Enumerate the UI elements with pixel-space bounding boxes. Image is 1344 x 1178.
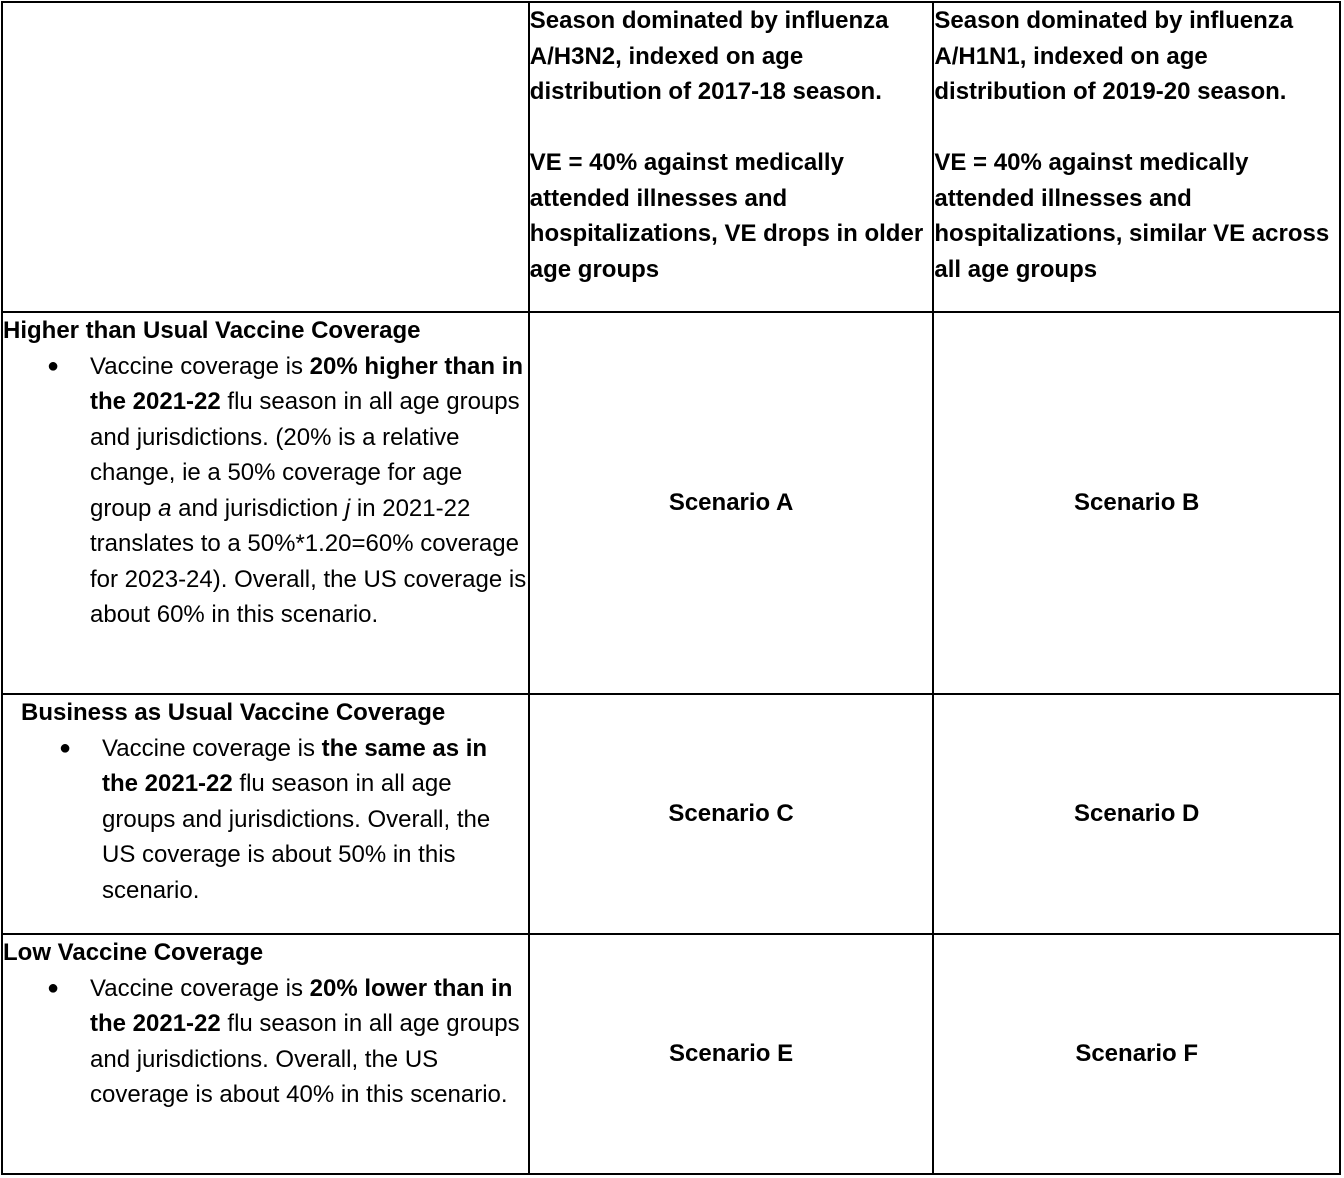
bullet-item bbox=[3, 349, 528, 633]
row-low-coverage bbox=[2, 934, 1340, 1174]
header-row bbox=[2, 2, 1340, 312]
bullet-icon: ● bbox=[47, 354, 60, 377]
row-title: Business as Usual Vaccine Coverage bbox=[21, 699, 446, 726]
bullet-text: flu season in all age groups and jurisdictions. (20% is a relative change, ie a 50% coverage for age group bbox=[90, 388, 520, 522]
header-h1n1-cell bbox=[933, 2, 1340, 312]
bullet-italic-var: a bbox=[158, 494, 172, 522]
scenario-e-cell: Scenario E bbox=[529, 934, 934, 1174]
bullet-italic-var: j bbox=[344, 494, 351, 522]
row-higher-coverage bbox=[2, 312, 1340, 694]
bullet-text: and jurisdiction bbox=[171, 494, 345, 522]
header-h3n2-cell bbox=[529, 2, 934, 312]
bullet-text: flu season in all age groups and jurisdictions. Overall, the US coverage is about 50% in this scenario. bbox=[102, 770, 491, 904]
label-low-coverage bbox=[2, 934, 529, 1174]
scenario-a-cell: Scenario A bbox=[529, 312, 934, 694]
bullet-text: Vaccine coverage is bbox=[102, 734, 322, 762]
bullet-bold-text: the same as in the 2021-22 bbox=[102, 734, 488, 797]
bullet-bold-text: 20% lower than in the 2021-22 bbox=[90, 974, 513, 1037]
bullet-item bbox=[3, 971, 528, 1113]
scenario-c-cell: Scenario C bbox=[529, 694, 934, 934]
header-h3n2-ve: VE = 40% against medically attended illnesses and hospitalizations, VE drops in older age groups bbox=[529, 149, 924, 283]
bullet-text: flu season in all age groups and jurisdictions. Overall, the US coverage is about 40% in this scenario. bbox=[90, 1010, 520, 1108]
bullet-text: Vaccine coverage is bbox=[90, 352, 310, 380]
scenario-d-cell: Scenario D bbox=[933, 694, 1340, 934]
scenario-b-cell: Scenario B bbox=[933, 312, 1340, 694]
bullet-bold-text: 20% higher than in the 2021-22 bbox=[90, 352, 524, 415]
bullet-text: Vaccine coverage is bbox=[90, 974, 310, 1002]
row-usual-coverage bbox=[2, 694, 1340, 934]
bullet-item bbox=[21, 731, 528, 909]
scenario-f-cell: Scenario F bbox=[933, 934, 1340, 1174]
header-h3n2-season: Season dominated by influenza A/H3N2, indexed on age distribution of 2017-18 season. bbox=[529, 7, 889, 105]
header-empty-cell bbox=[2, 2, 529, 312]
bullet-text: in 2021-22 translates to a 50%*1.20=60% coverage for 2023-24). Overall, the US coverage is about 60% in this scenario. bbox=[90, 494, 527, 628]
label-higher-coverage bbox=[2, 312, 529, 694]
header-h1n1-season: Season dominated by influenza A/H1N1, indexed on age distribution of 2019-20 season. bbox=[934, 7, 1294, 105]
label-usual-coverage bbox=[2, 694, 529, 934]
scenario-table bbox=[1, 1, 1341, 1175]
bullet-icon: ● bbox=[47, 976, 60, 999]
row-title: Low Vaccine Coverage bbox=[3, 939, 264, 966]
row-title: Higher than Usual Vaccine Coverage bbox=[3, 317, 421, 344]
header-h1n1-ve: VE = 40% against medically attended illnesses and hospitalizations, similar VE across all age groups bbox=[934, 149, 1330, 283]
bullet-icon: ● bbox=[59, 736, 72, 759]
